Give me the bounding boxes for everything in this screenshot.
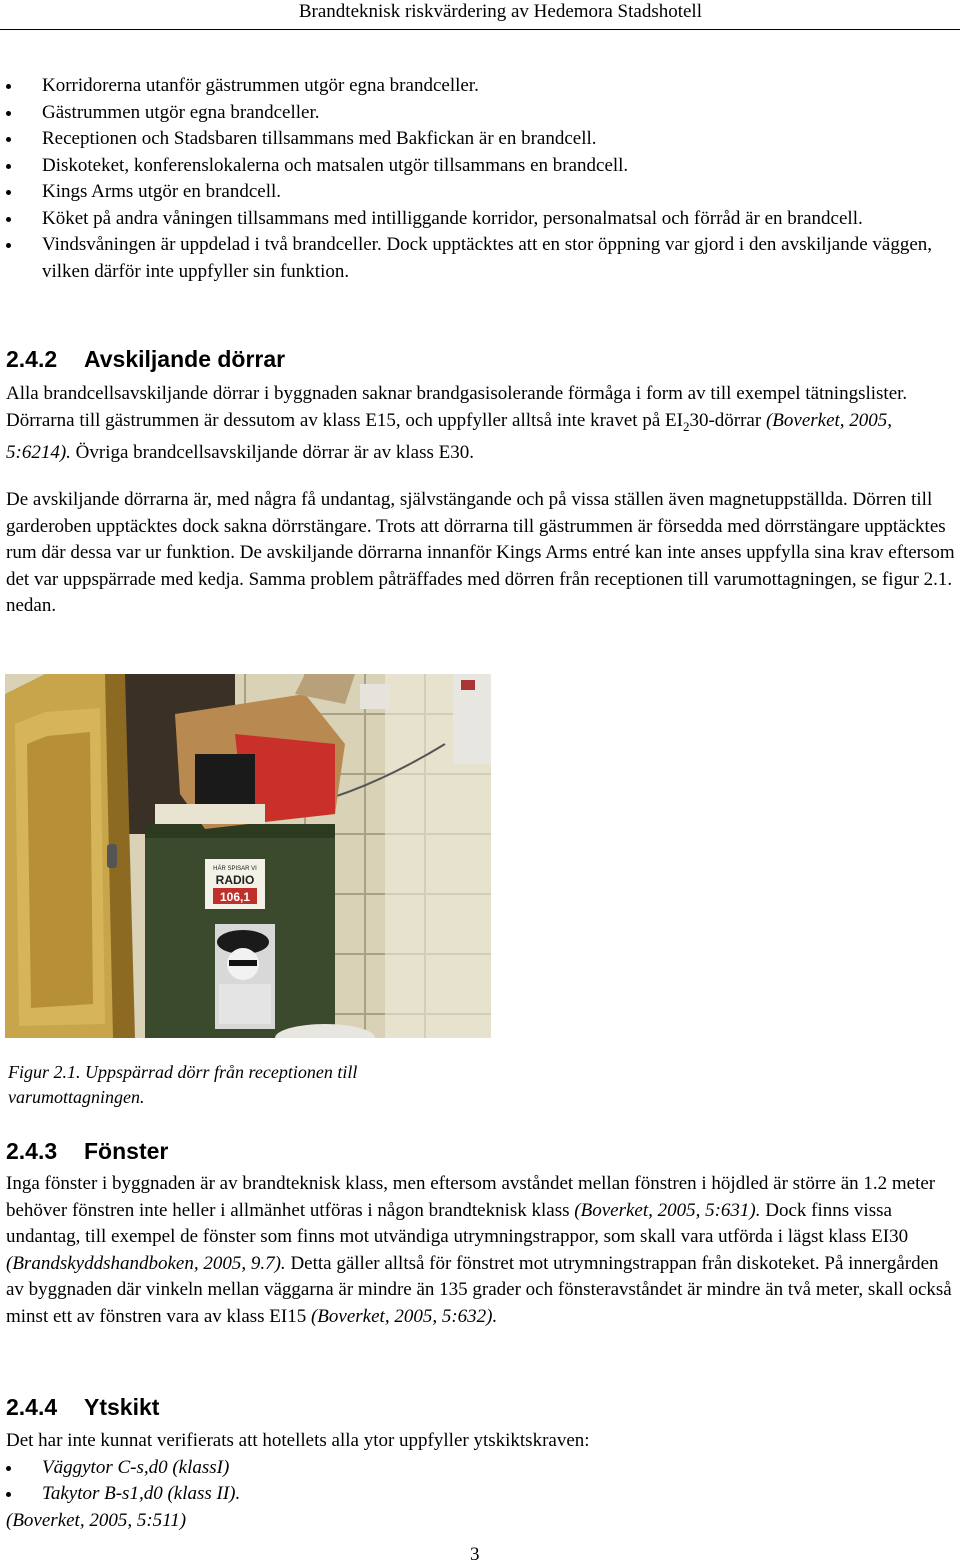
running-header — [0, 0, 960, 30]
brandcell-list — [6, 73, 956, 285]
sticker-frequency-text: 106,1 — [219, 890, 251, 904]
list-item-text: Vindsvåningen är uppdelad i två brandceller. — [42, 234, 382, 255]
section-heading-2-4-3 — [6, 1137, 168, 1165]
list-item-text: Dock upptäcktes att en stor öppning var gjord i den avskiljande väggen, vilken därför inte uppfyller sin funktion. — [42, 234, 933, 282]
page-number: 3 — [470, 1544, 480, 1565]
section-title: Avskiljande dörrar — [84, 346, 286, 372]
list-item: Receptionen och Stadsbaren tillsammans med Bakfickan är en brandcell. — [6, 126, 956, 153]
subscript: 2 — [682, 418, 690, 434]
paragraph: Det har inte kunnat verifierats att hotellets alla ytor uppfyller ytskiktskraven: — [6, 1430, 590, 1451]
section-2-4-2-paragraph-1 — [6, 381, 956, 466]
door-photo-image — [5, 674, 491, 1038]
list-item-text: Väggytor C-s,d0 (klassI) — [42, 1456, 230, 1478]
reference: (Boverket, 2005, 5:511) — [6, 1509, 187, 1531]
list-item — [6, 1455, 956, 1482]
list-item-text: Takytor B-s1,d0 (klass II). — [42, 1483, 241, 1504]
list-item — [6, 206, 956, 233]
text-run: Alla brandcellsavskiljande dörrar i byggnaden saknar brandgasisolerande förmåga i form av till exempel tätningslister. — [6, 383, 908, 404]
reference: (Boverket, 2005, 5:6214). — [6, 409, 893, 463]
section-heading-2-4-2 — [6, 345, 285, 373]
list-item: Gästrummen utgör egna brandceller. — [6, 100, 956, 127]
figure-photo — [5, 674, 491, 1038]
text-run: Dörrarna till gästrummen är dessutom av klass E15, och uppfyller alltså inte kravet på EI — [6, 409, 683, 431]
reference: (Brandskyddshandboken, 2005, 9.7). — [6, 1252, 286, 1274]
section-title: Ytskikt — [84, 1394, 160, 1420]
list-item: Korridorerna utanför gästrummen utgör egna brandceller. — [6, 73, 956, 100]
section-number: 2.4.4 — [6, 1394, 58, 1420]
section-title: Fönster — [84, 1138, 169, 1164]
list-item: Kings Arms utgör en brandcell. — [6, 179, 956, 206]
section-heading-2-4-4 — [6, 1393, 159, 1421]
paragraph: De avskiljande dörrarna är, med några få undantag, självstängande och på vissa ställen även magnetuppställda. Dörren till garderoben upptäcktes dock sakna dörrstängare. Trots att dörrarna till gästrummen är försedda med dörrstängare upptäcktes rum där dessa var ur funktion. De avskiljande dörrarna innanför Kings Arms entré kan inte anses uppfylla sina krav eftersom det var uppspärrade med kedja. Samma problem påträffades med dörren från receptionen till varumottagningen, se figur 2.1. nedan. — [6, 489, 955, 616]
reference: (Boverket, 2005, 5:632). — [310, 1305, 498, 1327]
text-run: 30-dörrar — [689, 409, 766, 431]
section-number: 2.4.2 — [6, 346, 58, 372]
section-2-4-2-paragraph-2 — [6, 487, 956, 620]
figure-caption: Figur 2.1. Uppspärrad dörr från receptionen till varumottagningen. — [8, 1062, 358, 1107]
list-item — [6, 232, 956, 285]
reference: (Boverket, 2005, 5:631). — [574, 1199, 761, 1221]
text-run: Övriga brandcellsavskiljande dörrar är av klass E30. — [70, 441, 474, 463]
text-run: Dock finns vissa undantag, till exempel de fönster som finns mot utvändiga utrymningstrappor, som skall vara utförda i lägst klass EI30 — [6, 1199, 909, 1247]
list-item-text: Köket på andra våningen tillsammans med intilliggande korridor, personalmatsal och förråd är en brandcell. — [42, 207, 863, 229]
text-run: Inga fönster i byggnaden är av brandteknisk klass, men eftersom avståndet mellan fönstren i höjdled är större än 1.2 meter behöver fönstren inte heller i allmänhet utföras i någon brandteknisk klass — [6, 1173, 936, 1221]
list-item: Diskoteket, konferenslokalerna och matsalen utgör tillsammans en brandcell. — [6, 153, 956, 180]
section-2-4-4-content — [6, 1428, 956, 1534]
header-title: Brandteknisk riskvärdering av Hedemora Stadshotell — [298, 1, 702, 22]
text-run: Detta gäller alltså för fönstret mot utrymningstrappan från diskoteket. På innergården av byggnaden där vinkeln mellan väggarna är mindre än 135 grader och fönsteravståndet är mindre än två meter, skall också minst ett av fönstren vara av klass EI15 — [6, 1252, 952, 1327]
sticker-top-text: HÄR SPISAR VI — [213, 866, 257, 872]
section-number: 2.4.3 — [6, 1138, 58, 1164]
sticker-radio-text: RADIO — [215, 873, 255, 887]
list-item — [6, 1481, 956, 1508]
section-2-4-3-paragraph — [6, 1171, 956, 1330]
